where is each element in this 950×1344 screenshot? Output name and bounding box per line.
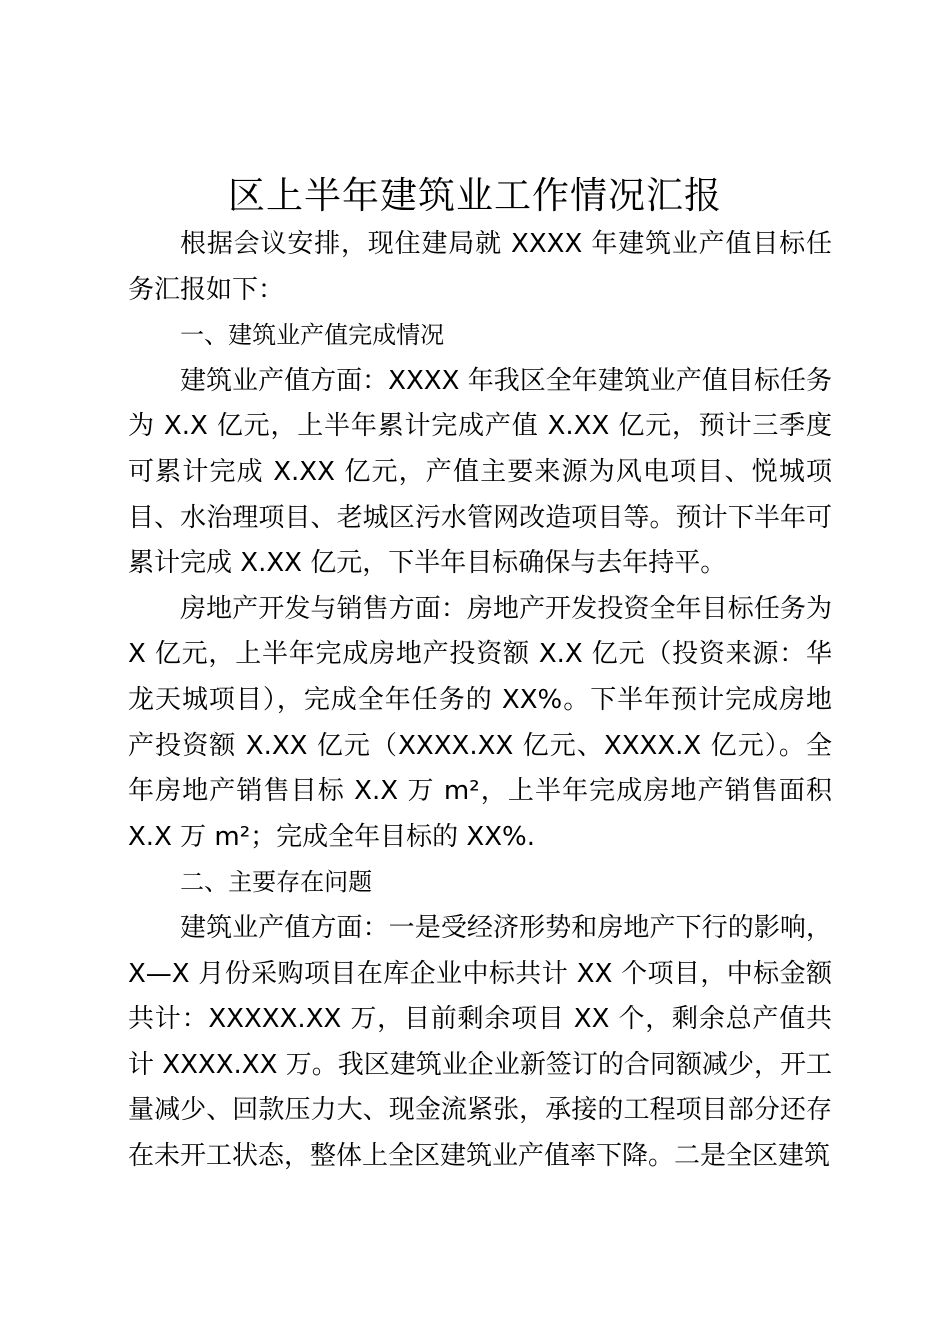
real-estate-paragraph: 房地产开发与销售方面：房地产开发投资全年目标任务为 X 亿元，上半年完成房地产投资额 X.X 亿元（投资来源：华龙天城项目），完成全年任务的 XX%。下半年预计完成房地产投资额 X.XX 亿元（XXXX.XX 亿元、XXXX.X 亿元）。全年房地产销售目标 X.X 万 m²，上半年完成房地产销售面积 X.X 万 m²；完成全年目标的 XX%.	[128, 593, 832, 852]
section-heading-2: 二、主要存在问题	[180, 868, 373, 897]
construction-output-paragraph: 建筑业产值方面：XXXX 年我区全年建筑业产值目标任务为 X.X 亿元，上半年累计完成产值 X.XX 亿元，预计三季度可累计完成 X.XX 亿元，产值主要来源为风电项目、悦城项目、水治理项目、老城区污水管网改造项目等。预计下半年可累计完成 X.XX 亿元，下半年目标确保与去年持平。	[128, 365, 832, 579]
document-title: 区上半年建筑业工作情况汇报	[228, 174, 722, 217]
intro-paragraph: 根据会议安排，现住建局就 XXXX 年建筑业产值目标任务汇报如下：	[128, 229, 832, 305]
section-heading-1: 一、建筑业产值完成情况	[180, 321, 445, 350]
document-body	[128, 222, 832, 1179]
problems-paragraph: 建筑业产值方面：一是受经济形势和房地产下行的影响，X—X 月份采购项目在库企业中标共计 XX 个项目，中标金额共计：XXXXX.XX 万，目前剩余项目 XX 个，剩余总产值共计 XXXX.XX 万。我区建筑业企业新签订的合同额减少，开工量减少、回款压力大、现金流紧张，承接的工程项目部分还存在未开工状态，整体上全区建筑业产值率下降。二是全区建筑	[128, 912, 832, 1171]
